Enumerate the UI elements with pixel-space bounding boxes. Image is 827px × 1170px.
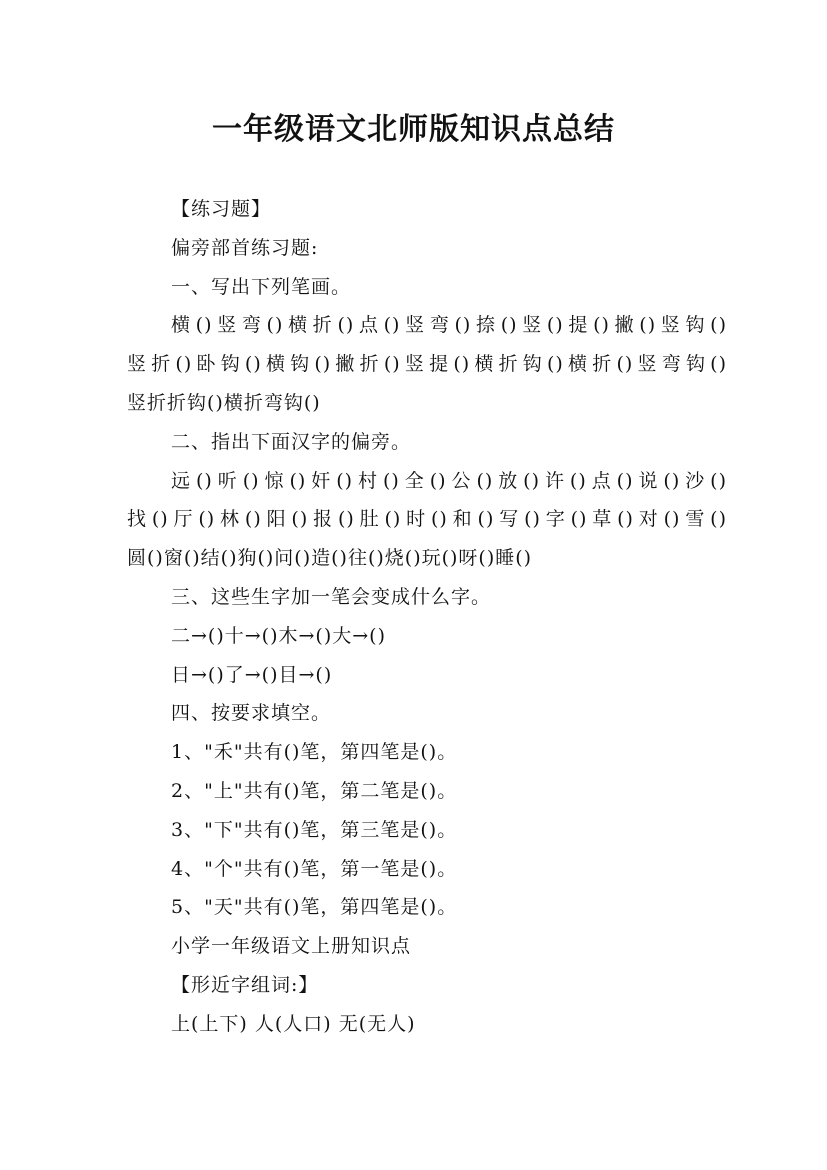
question-4-item: 4、"个"共有()笔，第一笔是()。 xyxy=(171,857,458,880)
question-4-item: 2、"上"共有()笔，第二笔是()。 xyxy=(171,779,458,802)
question-1-line: 竖折()卧钩()横钩()撇折()竖提()横折钩()横折()竖弯钩() xyxy=(127,353,727,376)
question-2-line: 找()厅()林()阳()报()肚()时()和()写()字()草()对()雪() xyxy=(127,508,727,531)
section-heading-word-groups: 【形近字组词:】 xyxy=(171,973,319,996)
question-4-heading: 四、按要求填空。 xyxy=(171,702,332,725)
question-3-heading: 三、这些生字加一笔会变成什么字。 xyxy=(171,585,492,608)
word-group-line: 上(上下) 人(人口) 无(无人) xyxy=(171,1012,416,1035)
question-4-item: 5、"天"共有()笔，第四笔是()。 xyxy=(171,896,458,919)
question-1-heading: 一、写出下列笔画。 xyxy=(171,275,352,298)
section-heading-knowledge: 小学一年级语文上册知识点 xyxy=(171,935,412,958)
question-3-line: 日→()了→()目→() xyxy=(171,663,333,686)
question-4-item: 3、"下"共有()笔，第三笔是()。 xyxy=(171,818,458,841)
question-4-item: 1、"禾"共有()笔，第四笔是()。 xyxy=(171,741,458,764)
question-2-heading: 二、指出下面汉字的偏旁。 xyxy=(171,430,412,453)
document-title: 一年级语文北师版知识点总结 xyxy=(212,112,615,147)
question-2-line: 圆()窗()结()狗()问()造()往()烧()玩()呀()睡() xyxy=(127,547,533,570)
section-heading-exercises: 【练习题】 xyxy=(171,198,272,220)
question-3-line: 二→()十→()木→()大→() xyxy=(171,624,386,647)
question-2-line: 远()听()惊()奸()村()全()公()放()许()点()说()沙() xyxy=(171,469,727,492)
document-body xyxy=(127,190,727,1044)
question-1-line: 横()竖弯()横折()点()竖弯()捺()竖()提()撇()竖钩() xyxy=(171,314,727,337)
exercise-intro: 偏旁部首练习题: xyxy=(171,236,319,259)
question-1-line: 竖折折钩()横折弯钩() xyxy=(127,391,321,414)
